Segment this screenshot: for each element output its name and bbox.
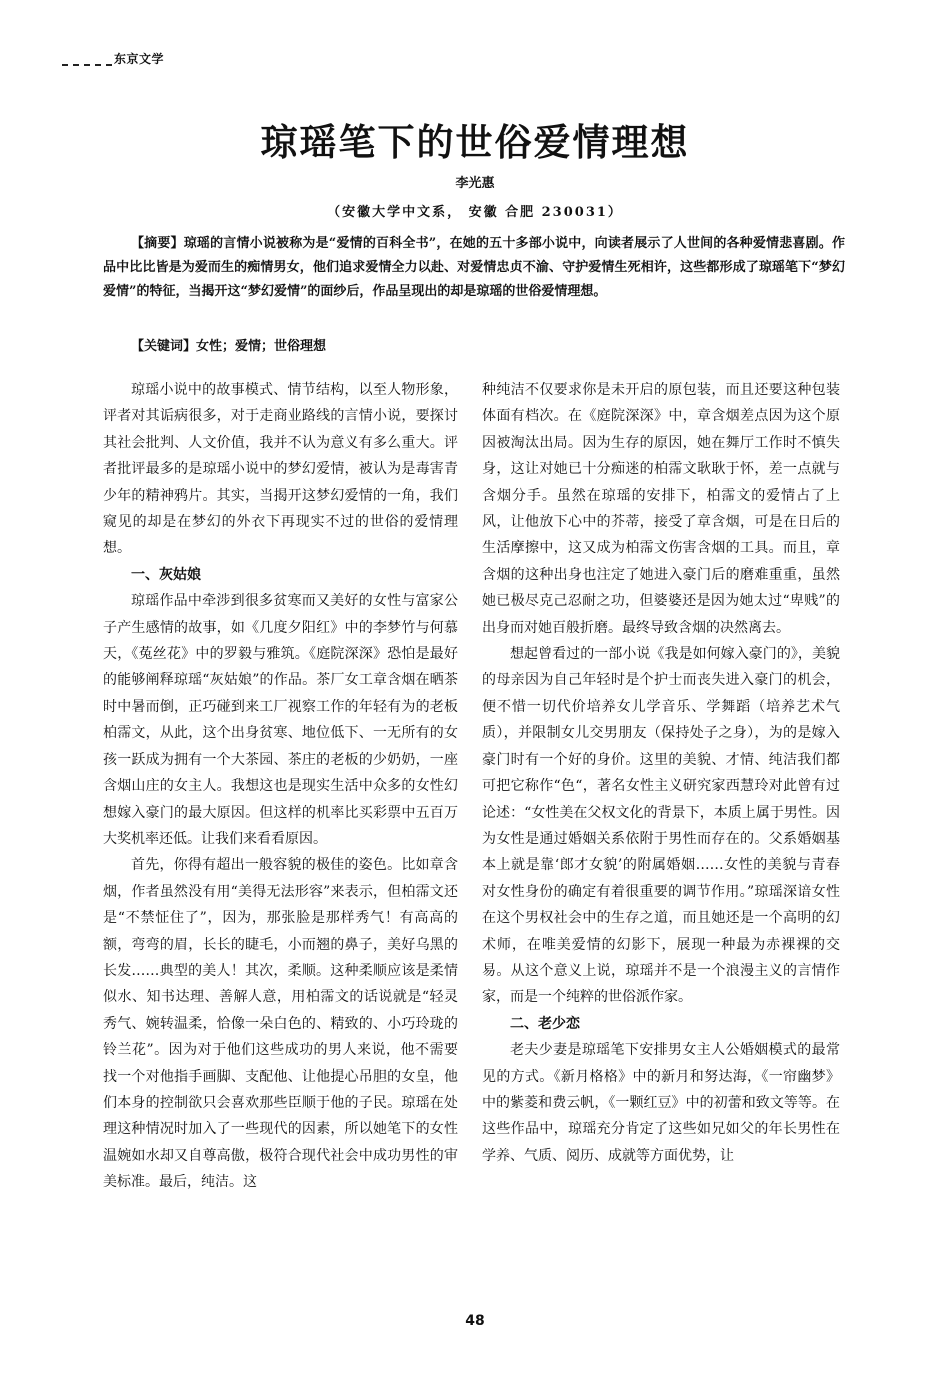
article-title: 琼瑶笔下的世俗爱情理想 (260, 121, 690, 164)
section-heading: 一、灰姑娘 (131, 566, 201, 583)
journal-name: 东京文学 (114, 52, 165, 66)
body-paragraph: 首先，你得有超出一般容貌的极佳的姿色。比如章含烟，作者虽然没有用“美得无法形容”来表示，但柏霈文还是“不禁怔住了”，因为，那张脸是那样秀气！有高高的额，弯弯的眉，长长的睫毛，小而翘的鼻子，美好乌黑的长发……典型的美人！其次，柔顺。这种柔顺应该是柔情似水、知书达理、善解人意，用柏霈文的话说就是“轻灵秀气、婉转温柔，恰像一朵白色的、精致的、小巧玲珑的铃兰花”。因为对于他们这些成功的男人来说，他不需要找一个对他指手画脚、支配他、让他提心吊胆的女皇，他们本身的控制欲只会喜欢那些臣顺于他的子民。琼瑶在处理这种情况时加入了一些现代的因素，所以她笔下的女性温婉如水却又自尊高傲，极符合现代社会中成功男性的审美标准。最后，纯洁。这 (103, 857, 458, 1191)
article-author: 李光惠 (455, 176, 495, 191)
section-heading: 二、老少恋 (510, 1015, 580, 1032)
journal-header (62, 50, 164, 67)
body-paragraph: 想起曾看过的一部小说《我是如何嫁入豪门的》，美貌的母亲因为自己年轻时是个护士而丧失进入豪门的机会，便不惜一切代价培养女儿学音乐、学舞蹈（培养艺术气质），并限制女儿交男朋友（保持处子之身），为的是嫁入豪门时有一个好的身价。这里的美貌、才情、纯洁我们都可把它称作“色“，著名女性主义研究家西慧玲对此曾有过论述：“女性美在父权文化的背景下，本质上属于男性。因为女性是通过婚姻关系依附于男性而存在的。父系婚姻基本上就是靠‘郎才女貌’的附属婚姻……女性的美貌与青春对女性身份的确定有着很重要的调节作用。”琼瑶深谙女性在这个男权社会中的生存之道，而且她还是一个高明的幻术师，在唯美爱情的幻影下，展现一种最为赤裸裸的交易。从这个意义上说，琼瑶并不是一个浪漫主义的言情作家，而是一个纯粹的世俗派作家。 (482, 646, 840, 1006)
body-paragraph: 琼瑶作品中牵涉到很多贫寒而又美好的女性与富家公子产生感情的故事，如《几度夕阳红》中的李梦竹与何慕天，《菟丝花》中的罗毅与雅筑。《庭院深深》恐怕是最好的能够阐释琼瑶“灰姑娘”的作品。茶厂女工章含烟在晒茶时中暑而倒，正巧碰到来工厂视察工作的年轻有为的老板柏霈文，从此，这个出身贫寒、地位低下、一无所有的女孩一跃成为拥有一个大茶园、茶庄的老板的少奶奶，一座含烟山庄的女主人。我想这也是现实生活中众多的女性幻想嫁入豪门的最大原因。但这样的机率比买彩票中五百万大奖机率还低。让我们来看看原因。 (103, 593, 458, 847)
left-column (103, 377, 458, 1196)
body-paragraph: 老夫少妻是琼瑶笔下安排男女主人公婚姻模式的最常见的方式。《新月格格》中的新月和努达海，《一帘幽梦》中的紫菱和费云帆，《一颗红豆》中的初蕾和致文等等。在这些作品中，琼瑶充分肯定了这些如兄如父的年长男性在学养、气质、阅历、成就等方面优势，让 (482, 1042, 840, 1164)
body-paragraph: 琼瑶小说中的故事模式、情节结构，以至人物形象，评者对其诟病很多，对于走商业路线的言情小说，要探讨其社会批判、人文价值，我并不认为意义有多么重大。评者批评最多的是琼瑶小说中的梦幻爱情，被认为是毒害青少年的精神鸦片。其实，当揭开这梦幻爱情的一角，我们窥见的却是在梦幻的外衣下再现实不过的世俗的爱情理想。 (103, 382, 458, 557)
right-column (482, 377, 840, 1169)
abstract: 【摘要】琼瑶的言情小说被称为是“爱情的百科全书”，在她的五十多部小说中，向读者展示了人世间的各种爱情悲喜剧。作品中比比皆是为爱而生的痴情男女，他们追求爱情全力以赴、对爱情忠贞不渝、守护爱情生死相许，这些都形成了琼瑶笔下“梦幻爱情”的特征，当揭开这“梦幻爱情”的面纱后，作品呈现出的却是琼瑶的世俗爱情理想。 (103, 236, 845, 299)
keywords: 【关键词】女性；爱情；世俗理想 (131, 339, 327, 354)
body-paragraph: 种纯洁不仅要求你是未开启的原包装，而且还要这种包装体面有档次。在《庭院深深》中，章含烟差点因为这个原因被淘汰出局。因为生存的原因，她在舞厅工作时不慎失身，这让对她已十分痴迷的柏霈文耿耿于怀，差一点就与含烟分手。虽然在琼瑶的安排下，柏霈文的爱情占了上风，让他放下心中的芥蒂，接受了章含烟，可是在日后的生活摩擦中，这又成为柏霈文伤害含烟的工具。而且，章含烟的这种出身也注定了她进入豪门后的磨难重重，虽然她已极尽克己忍耐之功，但婆婆还是因为她太过“卑贱”的出身而对她百般折磨。最终导致含烟的决然离去。 (482, 382, 840, 636)
author-affiliation: （安徽大学中文系， 安徽 合肥 230031） (327, 205, 623, 220)
header-dash-rule (62, 64, 112, 66)
page-number: 48 (465, 1313, 485, 1329)
